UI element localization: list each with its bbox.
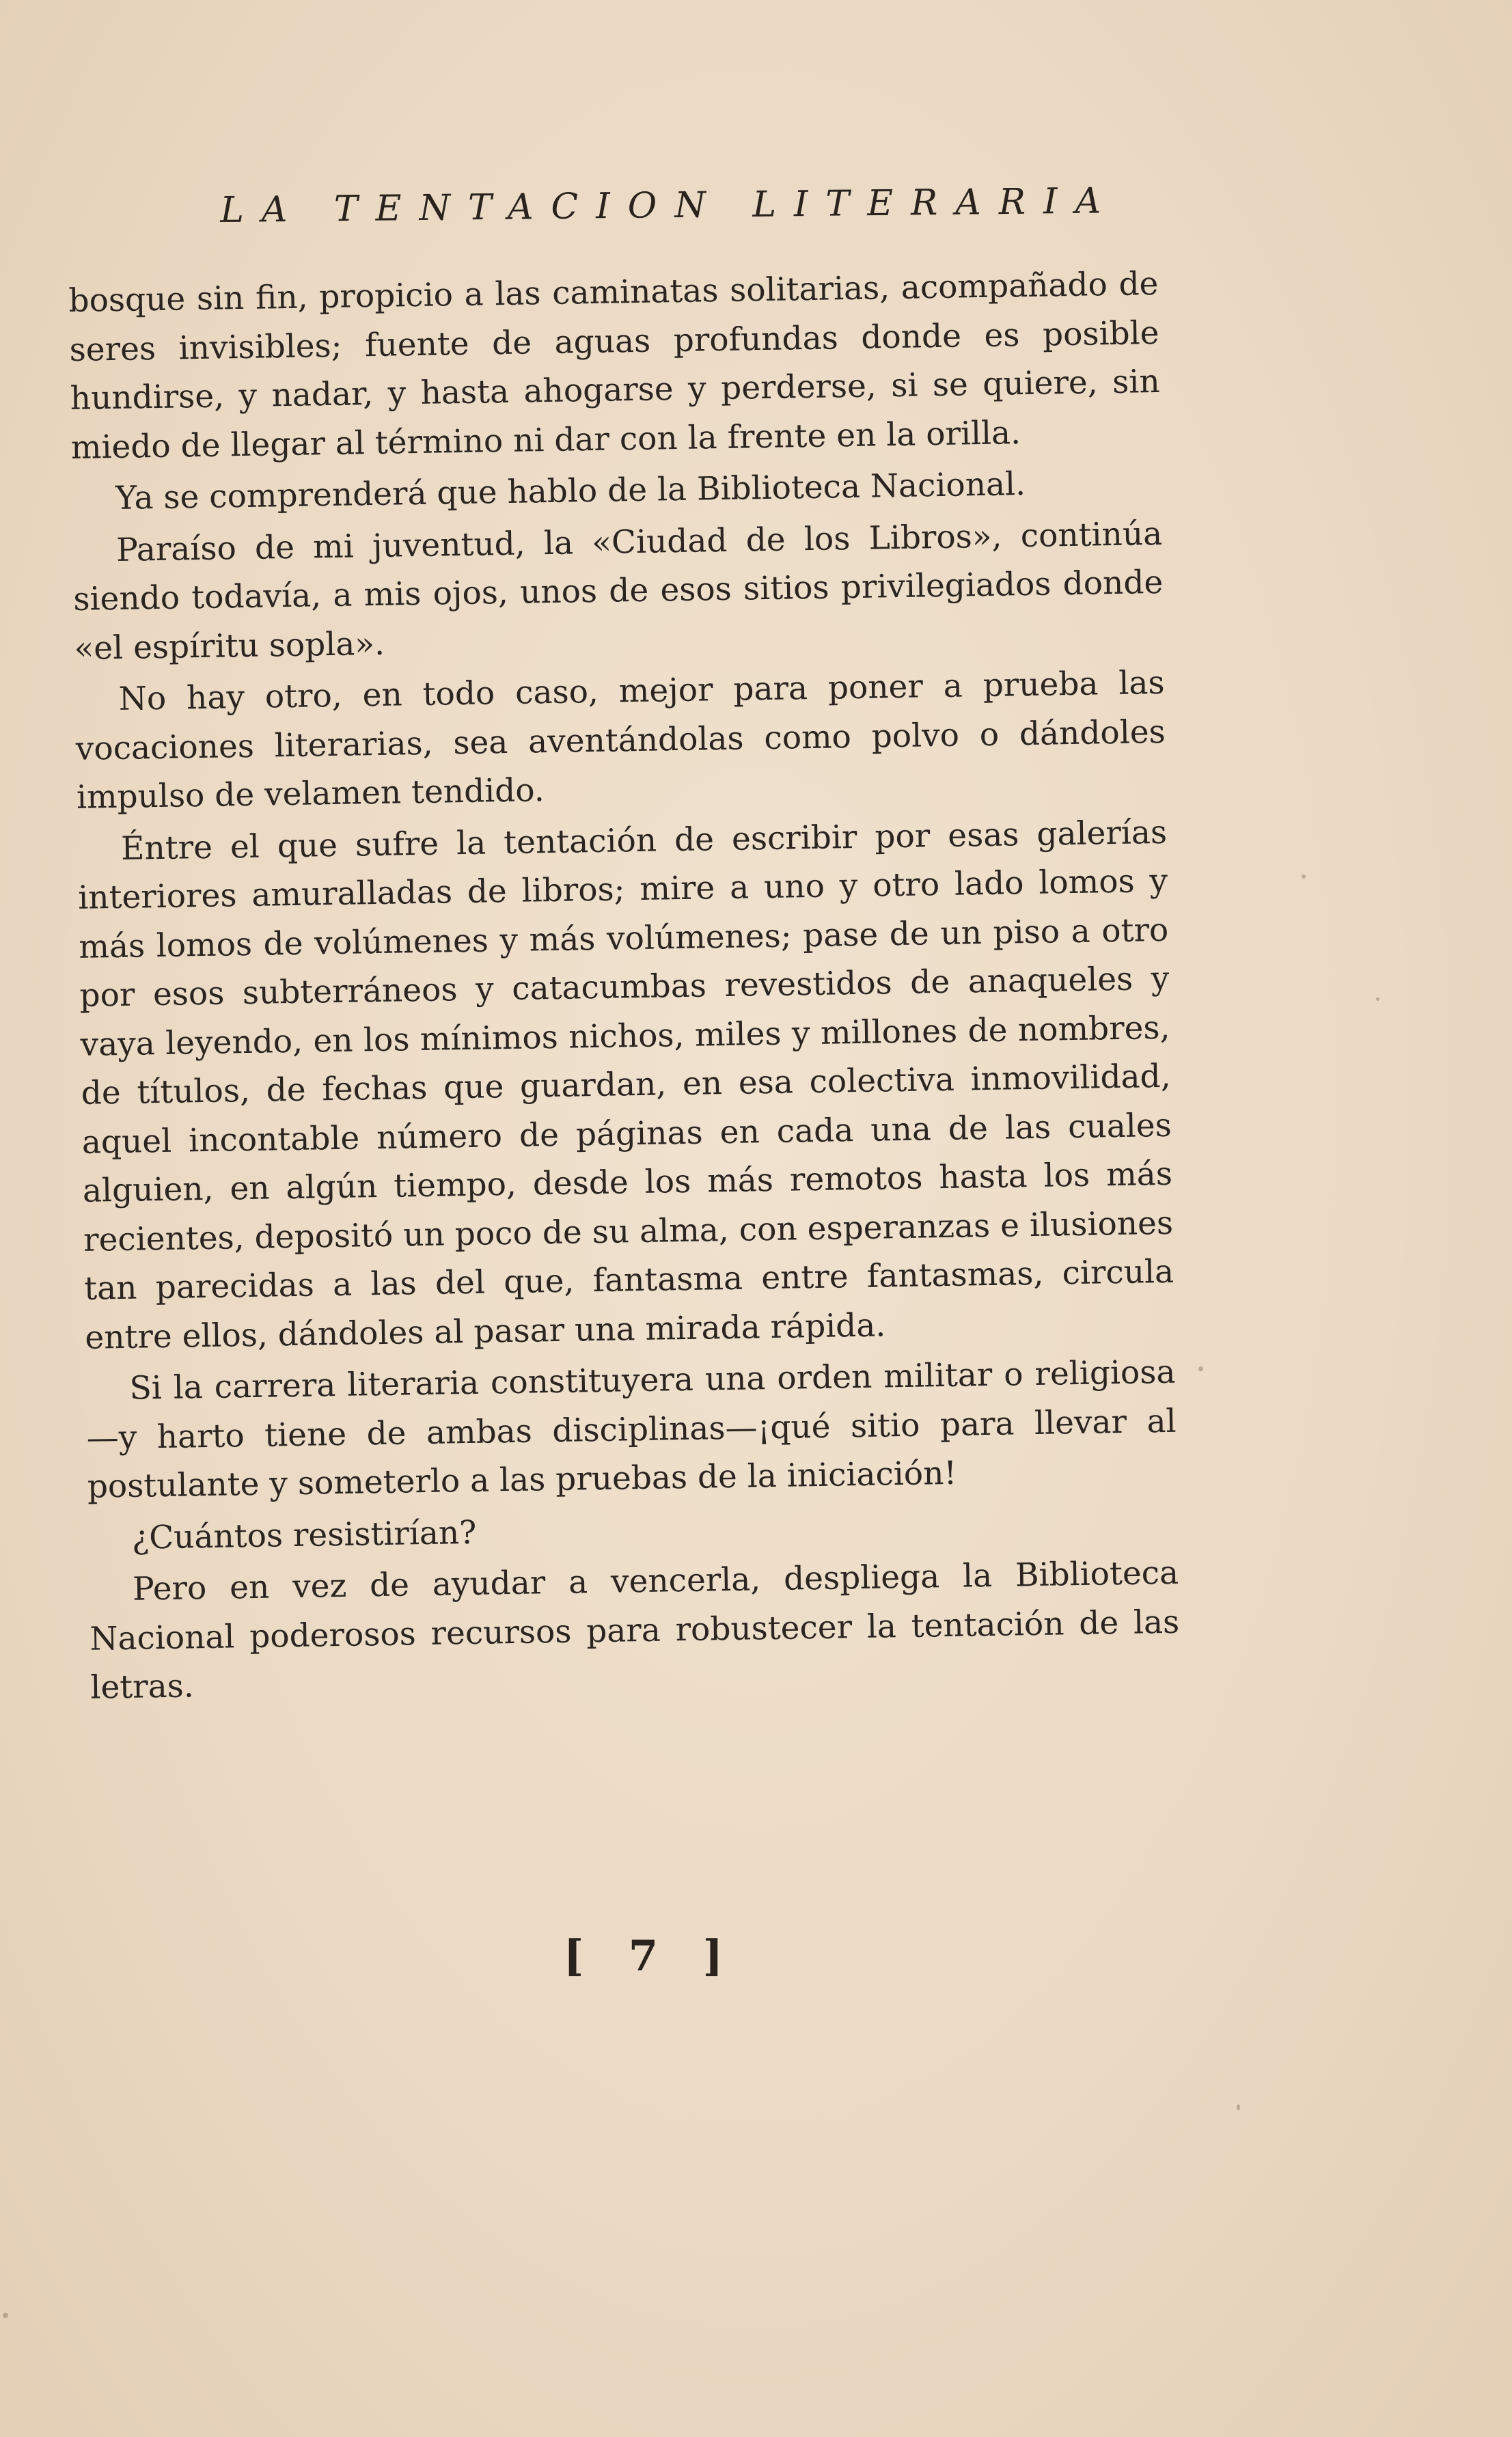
paper-speck bbox=[1376, 997, 1379, 1001]
body-text bbox=[68, 260, 1181, 1715]
paper-speck bbox=[1198, 1366, 1203, 1371]
paragraph-1: bosque sin fin, propicio a las caminatas solitarias, acompañado de seres invisibles; fuente de aguas profundas donde es posible hundirse, y nadar, y hasta ahogarse y perderse, si se quiere, sin miedo de llegar al término ni dar con la frente en la orilla. bbox=[68, 264, 1161, 467]
paper-speck bbox=[1237, 2104, 1240, 2110]
paragraph-2: Ya se comprenderá que hablo de la Biblioteca Nacional. bbox=[115, 465, 1026, 517]
running-head: LA TENTACION LITERARIA bbox=[220, 180, 1119, 231]
paragraph-6: Si la carrera literaria constituyera una orden militar o religiosa—y harto tiene de ambas disciplinas—¡qué sitio para llevar al postulante y someterlo a las pruebas de la iniciación! bbox=[86, 1353, 1177, 1506]
paper-speck bbox=[1302, 875, 1306, 879]
paragraph-4: No hay otro, en todo caso, mejor para poner a prueba las vocaciones literarias, sea aventándolas como polvo o dándoles impulso de velamen tendido. bbox=[75, 663, 1166, 816]
page-number: [ 7 ] bbox=[564, 1931, 738, 1981]
paper-speck bbox=[3, 2313, 8, 2318]
paragraph-5: Éntre el que sufre la tentación de escribir por esas galerías interiores amuralladas de libros; mire a uno y otro lado lomos y más lomos de volúmenes y más volúmenes; pase de un piso a otro por esos subterráneos y catacumbas revestidos de anaqueles y vaya leyendo, en los mínimos nichos, miles y millones de nombres, de títulos, de fechas que guardan, en esa colectiva inmovilidad, aquel incontable número de páginas en cada una de las cuales alguien, en algún tiempo, desde los más remotos hasta los más recientes, depositó un poco de su alma, con esperanzas e ilusiones tan parecidas a las del que, fantasma entre fantasmas, circula entre ellos, dándoles al pasar una mirada rápida. bbox=[77, 813, 1174, 1357]
paragraph-7: ¿Cuántos resistirían? bbox=[131, 1513, 477, 1557]
paragraph-3: Paraíso de mi juventud, la «Ciudad de los Libros», continúa siendo todavía, a mis ojos, unos de esos sitios privilegiados donde «el espíritu sopla». bbox=[72, 514, 1164, 667]
paragraph-8: Pero en vez de ayudar a vencerla, despliega la Biblioteca Nacional poderosos recursos para robustecer la tentación de las letras. bbox=[89, 1554, 1180, 1707]
